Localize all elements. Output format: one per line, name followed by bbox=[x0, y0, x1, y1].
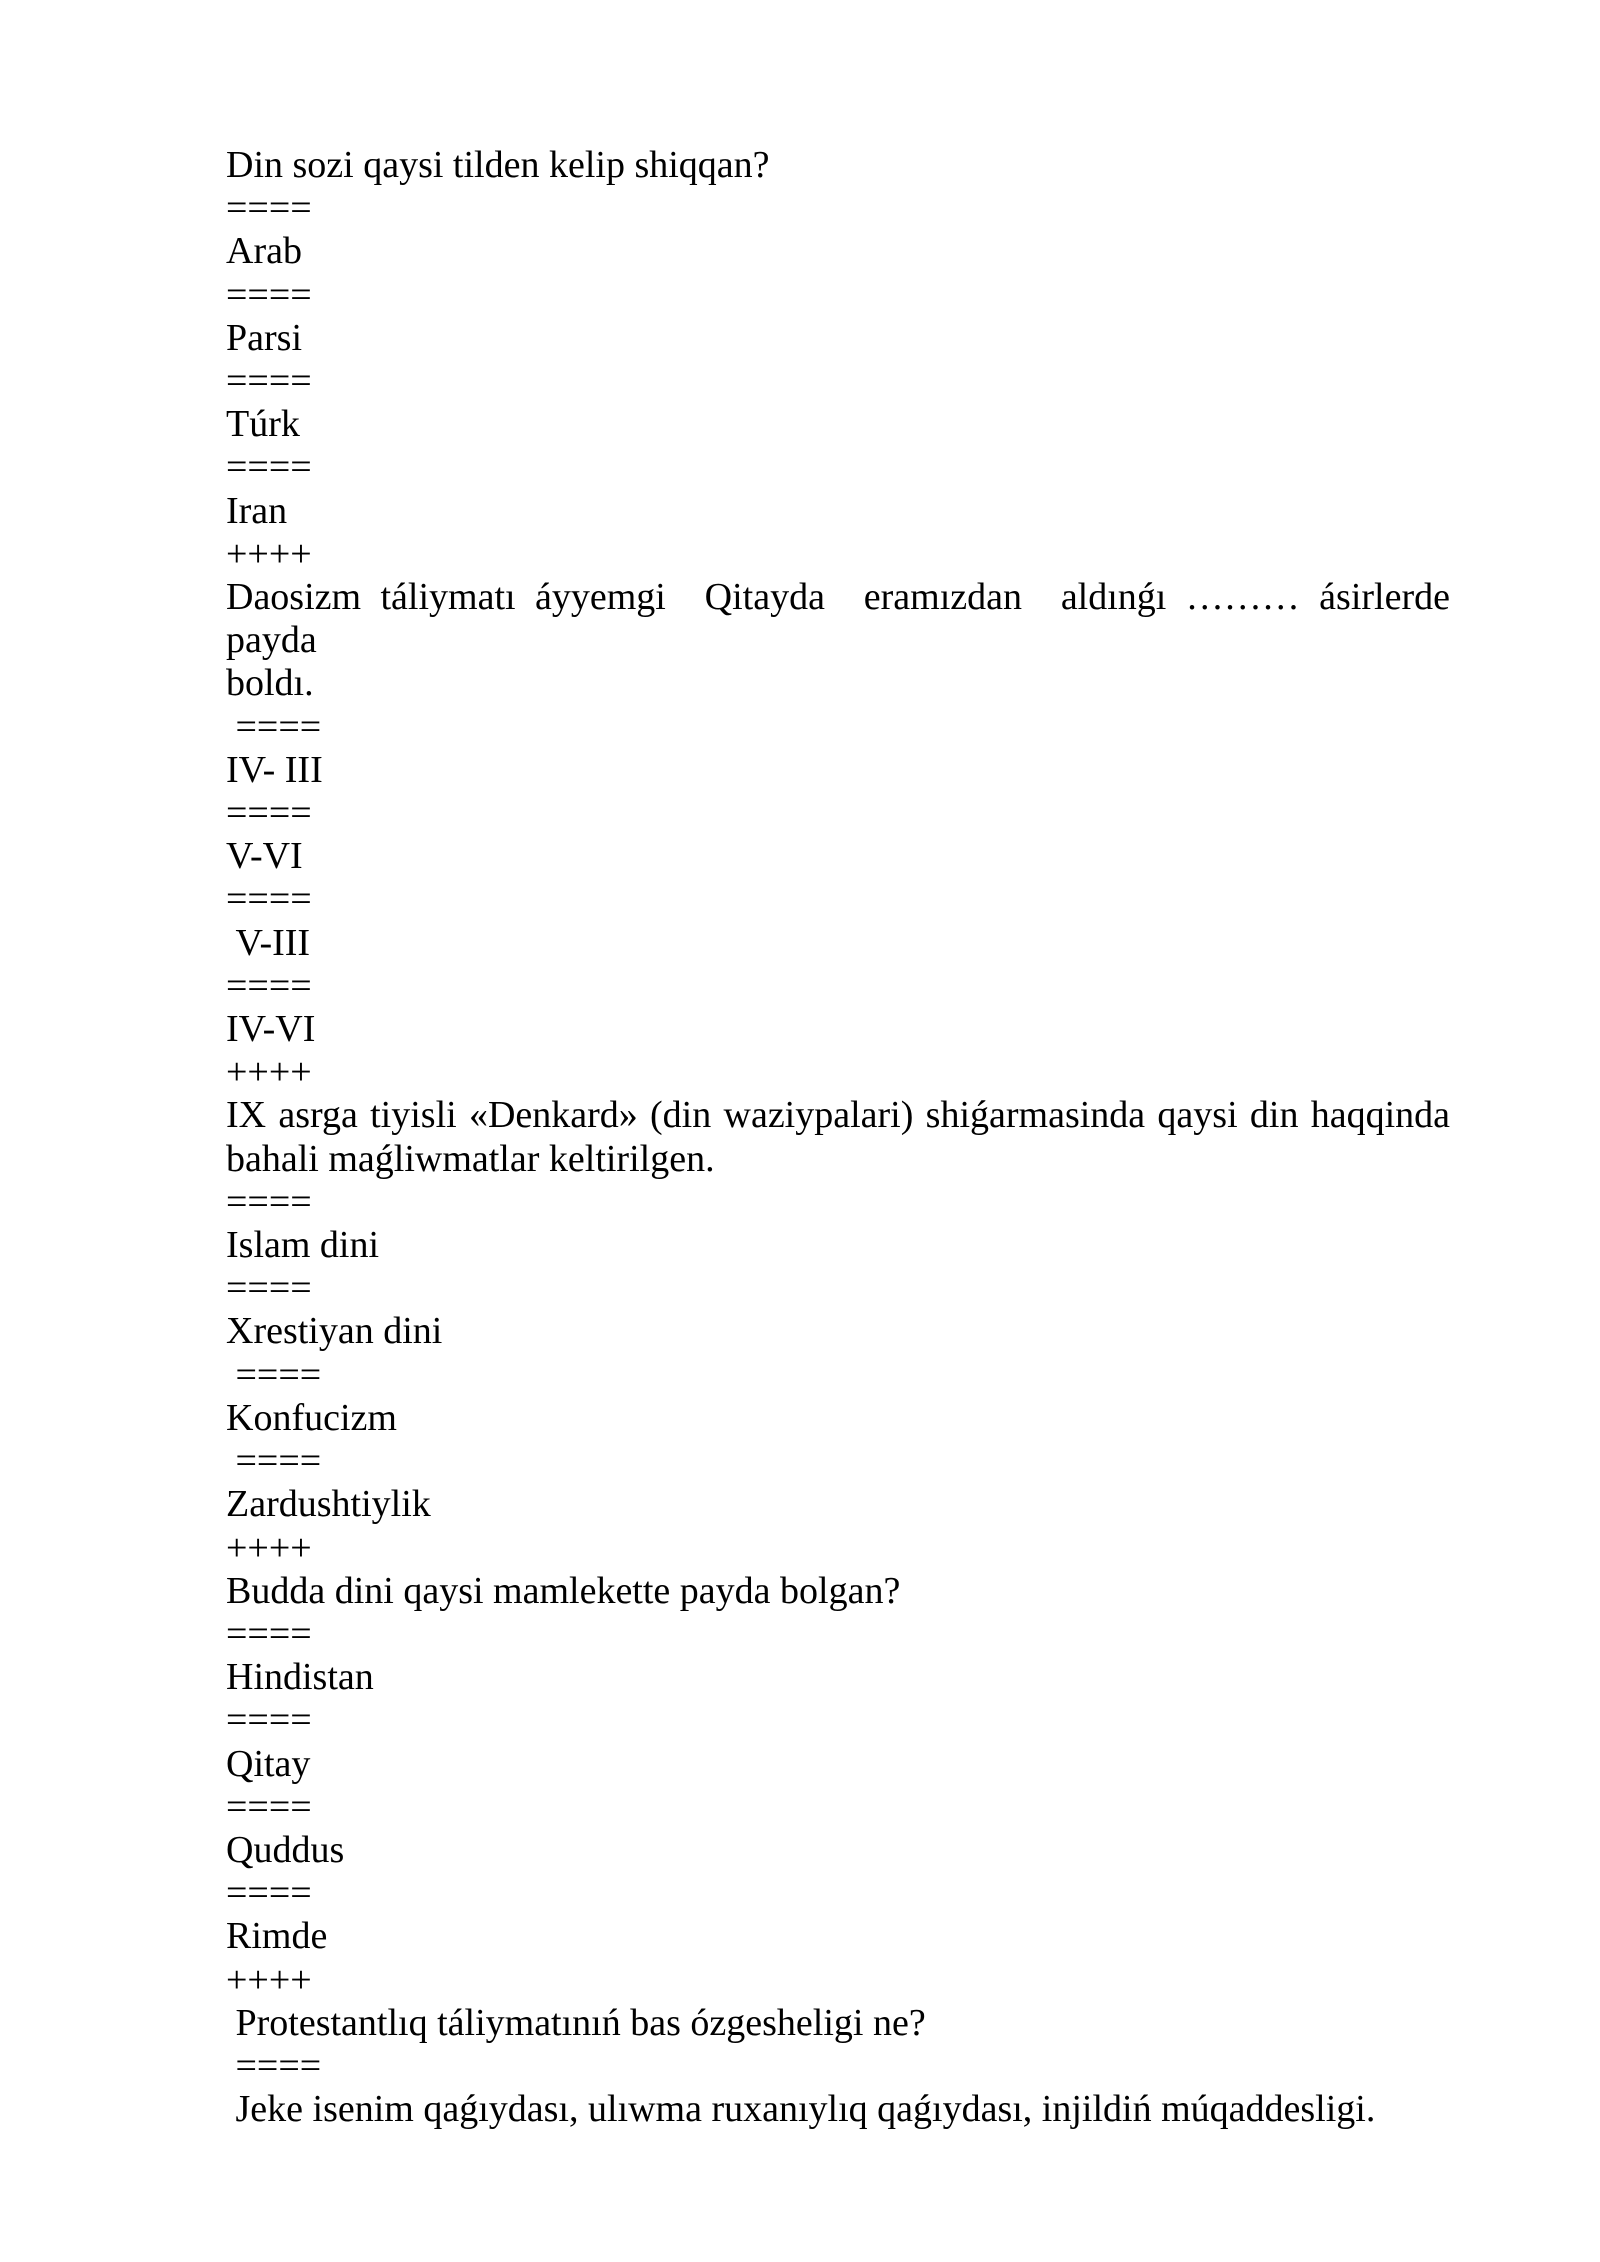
option-separator-line: ==== bbox=[226, 1612, 312, 1655]
option-separator-line: ==== bbox=[226, 1699, 312, 1742]
question-separator-line: ++++ bbox=[226, 1526, 312, 1569]
option-separator-line: ==== bbox=[226, 705, 322, 748]
text-line: IV- III bbox=[226, 748, 323, 791]
option-separator-line: ==== bbox=[226, 1440, 322, 1483]
text-line: boldı. bbox=[226, 662, 314, 705]
option-separator-line: ==== bbox=[226, 1180, 312, 1223]
question-separator-line: ++++ bbox=[226, 1958, 312, 2001]
text-line: Túrk bbox=[226, 403, 300, 446]
document-content bbox=[226, 144, 1469, 2131]
text-line: Islam dini bbox=[226, 1224, 380, 1267]
question-separator-line: ++++ bbox=[226, 532, 312, 575]
question-separator-line: ++++ bbox=[226, 1051, 312, 1094]
text-line: Iran bbox=[226, 489, 288, 532]
text-line: IX asrga tiyisli «Denkard» (din waziypalari) shiǵarmasinda qaysi din haqqinda bbox=[226, 1094, 1450, 1137]
option-separator-line: ==== bbox=[226, 360, 312, 403]
text-line: Xrestiyan dini bbox=[226, 1310, 443, 1353]
option-separator-line: ==== bbox=[226, 964, 312, 1007]
text-line: Jeke isenim qaǵıydası, ulıwma ruxanıylıq qaǵıydası, injildiń múqaddesligi. bbox=[226, 2088, 1376, 2131]
option-separator-line: ==== bbox=[226, 1267, 312, 1310]
option-separator-line: ==== bbox=[226, 1785, 312, 1828]
text-line: Quddus bbox=[226, 1828, 345, 1871]
text-line: Budda dini qaysi mamlekette payda bolgan? bbox=[226, 1569, 901, 1612]
option-separator-line: ==== bbox=[226, 1353, 322, 1396]
option-separator-line: ==== bbox=[226, 792, 312, 835]
text-line: Daosizm táliymatı áyyemgi Qitayda eramızdan aldınǵı ……… ásirlerde payda bbox=[226, 576, 1469, 662]
text-line: Zardushtiylik bbox=[226, 1483, 431, 1526]
option-separator-line: ==== bbox=[226, 273, 312, 316]
text-line: Rimde bbox=[226, 1915, 328, 1958]
option-separator-line: ==== bbox=[226, 878, 312, 921]
text-line: V-III bbox=[226, 921, 311, 964]
text-line: Arab bbox=[226, 230, 302, 273]
text-line: IV-VI bbox=[226, 1008, 316, 1051]
text-line: Konfucizm bbox=[226, 1396, 397, 1439]
text-line: Din sozi qaysi tilden kelip shiqqan? bbox=[226, 144, 770, 186]
text-line: bahali maǵliwmatlar keltirilgen. bbox=[226, 1137, 715, 1180]
text-line: Hindistan bbox=[226, 1656, 374, 1699]
text-line: Protestantlıq táliymatınıń bas ózgesheligi ne? bbox=[226, 2001, 926, 2044]
option-separator-line: ==== bbox=[226, 187, 312, 230]
option-separator-line: ==== bbox=[226, 446, 312, 489]
option-separator-line: ==== bbox=[226, 1872, 312, 1915]
text-line: V-VI bbox=[226, 835, 303, 878]
text-line: Parsi bbox=[226, 316, 302, 359]
text-line: Qitay bbox=[226, 1742, 311, 1785]
option-separator-line: ==== bbox=[226, 2044, 322, 2087]
